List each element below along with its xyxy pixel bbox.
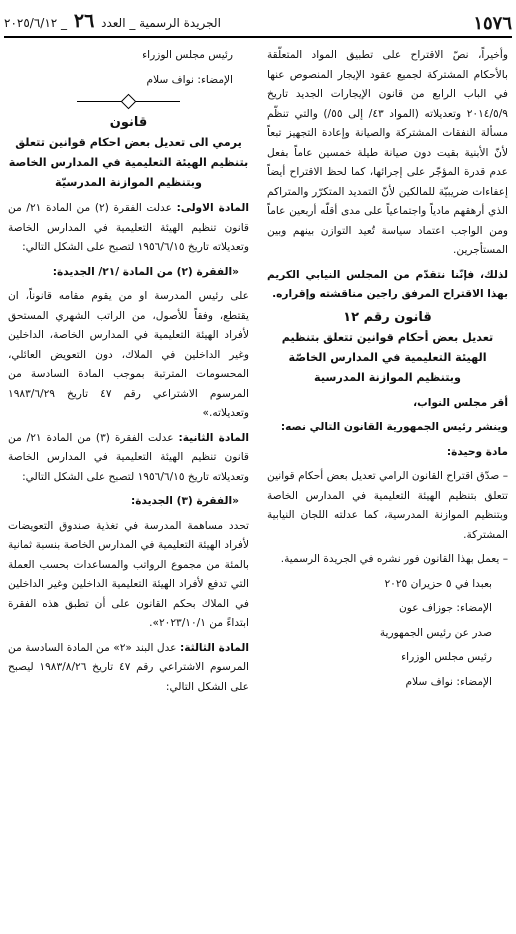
issued-by: صدر عن رئيس الجمهورية	[379, 626, 492, 639]
paragraph-3-text: تحدد مساهمة المدرسة في تغذية صندوق التعويضات لأفراد الهيئة التعليمية في المدارس الخاصة بنسبة ثمانية بالمئة من مجموع الرواتب والمساعدات بحسب العملة التي تدفع لأفراد الهيئة التعليمية الداخلين وغير الداخلين في الملاك بحكم القانون على أن تطبق هذه الفقرة ابتداءً من ٢٠٢٣/١٠/١».	[8, 519, 249, 629]
single-article-label: مادة وحيدة:	[446, 445, 508, 458]
paragraph-2-heading: «الفقرة (٢) من المادة /٢١/ الجديدة:	[52, 265, 239, 278]
issue-date: بعبدا في ٥ حزيران ٢٠٢٥	[384, 577, 492, 590]
right-column	[267, 46, 508, 930]
president-signature: الإمضاء: جوزاف عون	[399, 602, 492, 614]
issue-number: ٢٦	[73, 10, 95, 32]
law-heading: قانون	[109, 115, 148, 130]
promulgation-line: وينشر رئيس الجمهورية القانون التالي نصه:	[280, 421, 508, 433]
approval-line: أقر مجلس النواب،	[413, 396, 508, 409]
left-column	[8, 46, 249, 930]
article-3	[8, 639, 249, 698]
gazette-title-prefix: الجريدة الرسمية _ العدد	[101, 16, 221, 30]
content-columns	[8, 46, 508, 930]
article-3-text: عدل البند «٢» من المادة السادسة من المرسوم الاشتراعي رقم ٤٧ تاريخ ١٩٨٣/٨/٢٦ ليصبح على الشكل التالي:	[8, 641, 249, 693]
law-point-1: – صدّق اقتراح القانون الرامي تعديل بعض أحكام قوانين تتعلق بتنظيم الهيئة التعليمية في المدارس الخاصة وبتنظيم الموازنة المدرسية، كما عدلته اللجان النيابية المشتركة.	[267, 470, 508, 541]
prime-minister-signature: الإمضاء: نواف سلام	[146, 73, 233, 86]
article-1-label: المادة الاولى:	[176, 202, 249, 214]
article-1-text: عدلت الفقرة (٢) من المادة ٢١/ من قانون تنظيم الهيئة التعليمية في المدارس الخاصة وتعديلاته تاريخ ١٩٥٦/٦/١٥ لتصبح على الشكل التالي:	[8, 202, 249, 253]
prime-minister-title: رئيس مجلس الوزراء	[401, 651, 492, 663]
article-3-label: المادة الثالثة:	[179, 641, 249, 654]
prime-minister-title: رئيس مجلس الوزراء	[142, 49, 233, 61]
law-subtitle: تعديل بعض أحكام قوانين تتعلق بتنظيم الهيئة التعليمية في المدارس الخاصّة وبتنظيم الموازنة المدرسية	[281, 330, 494, 384]
law-subtitle: يرمي الى تعديل بعض احكام قوانين تتعلق بتنظيم الهيئة التعليمية في المدارس الخاصة وبتنظيم الموازنة المدرسيّة	[8, 136, 249, 189]
gazette-title-suffix: _ ٢٠٢٥/٦/١٢	[4, 16, 68, 30]
page-header	[4, 6, 512, 38]
article-2-label: المادة الثانية:	[178, 431, 249, 444]
ornament-divider-icon	[8, 96, 249, 107]
paragraph-3-heading: «الفقرة (٣) الجديدة:	[130, 495, 239, 507]
intro-paragraph: وأخيراً، نصّ الاقتراح على تطبيق المواد المتعلّقة بالأحكام المشتركة لجميع عقود الإيجار المنصوص عنها في الباب الرابع من قانون الإيجارات الجديد تاريخ ٢٠١٤/٥/٩ وتعديلاته (المواد ٤٣/ إلى ٥٥/) والتي تنظّم مسألة النفقات المشتركة والصيانة وإعادة التجهيز تبعاً لأنّ الأبنية بقيت دون صيانة طيلة خمسين عاماً بفعل عدم قدرة المؤجّر على إجرائها، كما لحظ الاقتراح أيضاً إعفاءات ضريبيّة للمالكين لأنّ التمديد المتكرّر والمتراكم الذي أرهقهم مادياً واجتماعياً على مدى أقلّه أربعين عاماً ومن الواجب اعتماد سياسة تُعيد التوازن بينهم وبين المستأجرين.	[267, 49, 508, 256]
law-point-2: – يعمل بهذا القانون فور نشره في الجريدة الرسمية.	[280, 553, 508, 565]
page-number: ١٥٧٦	[473, 13, 512, 34]
article-2-text: عدلت الفقرة (٣) من المادة ٢١/ من قانون تنظيم الهيئة التعليمية في المدارس الخاصة وتعديلاته تاريخ ١٩٥٦/٦/١٥ لتصبح على الشكل التالي:	[8, 431, 249, 483]
paragraph-2-text: على رئيس المدرسة او من يقوم مقامه قانوناً، ان يقتطع، وفقاً للأصول، من الراتب الشهري المستحق لأفراد الهيئة التعليمية في المدارس الخاصة، الداخلين وغير الداخلين في الملاك، دون التعويض العائلي، المحسومات المترتبة بموجب المادة السادسة من المرسوم الاشتراعي رقم ٤٧ تاريخ ١٩٨٣/٦/٢٩ وتعديلاته.»	[8, 290, 249, 419]
gazette-title	[4, 10, 221, 36]
prime-minister-signature: الإمضاء: نواف سلام	[405, 675, 492, 688]
closing-request: لذلك، فإنّنا نتقدّم من المجلس النيابي الكريم بهذا الاقتراح المرفق راجين مناقشته وإقراره.	[267, 268, 508, 300]
article-2	[8, 429, 249, 488]
law-number-title: قانون رقم ١٢	[343, 309, 432, 325]
article-1	[8, 199, 249, 258]
